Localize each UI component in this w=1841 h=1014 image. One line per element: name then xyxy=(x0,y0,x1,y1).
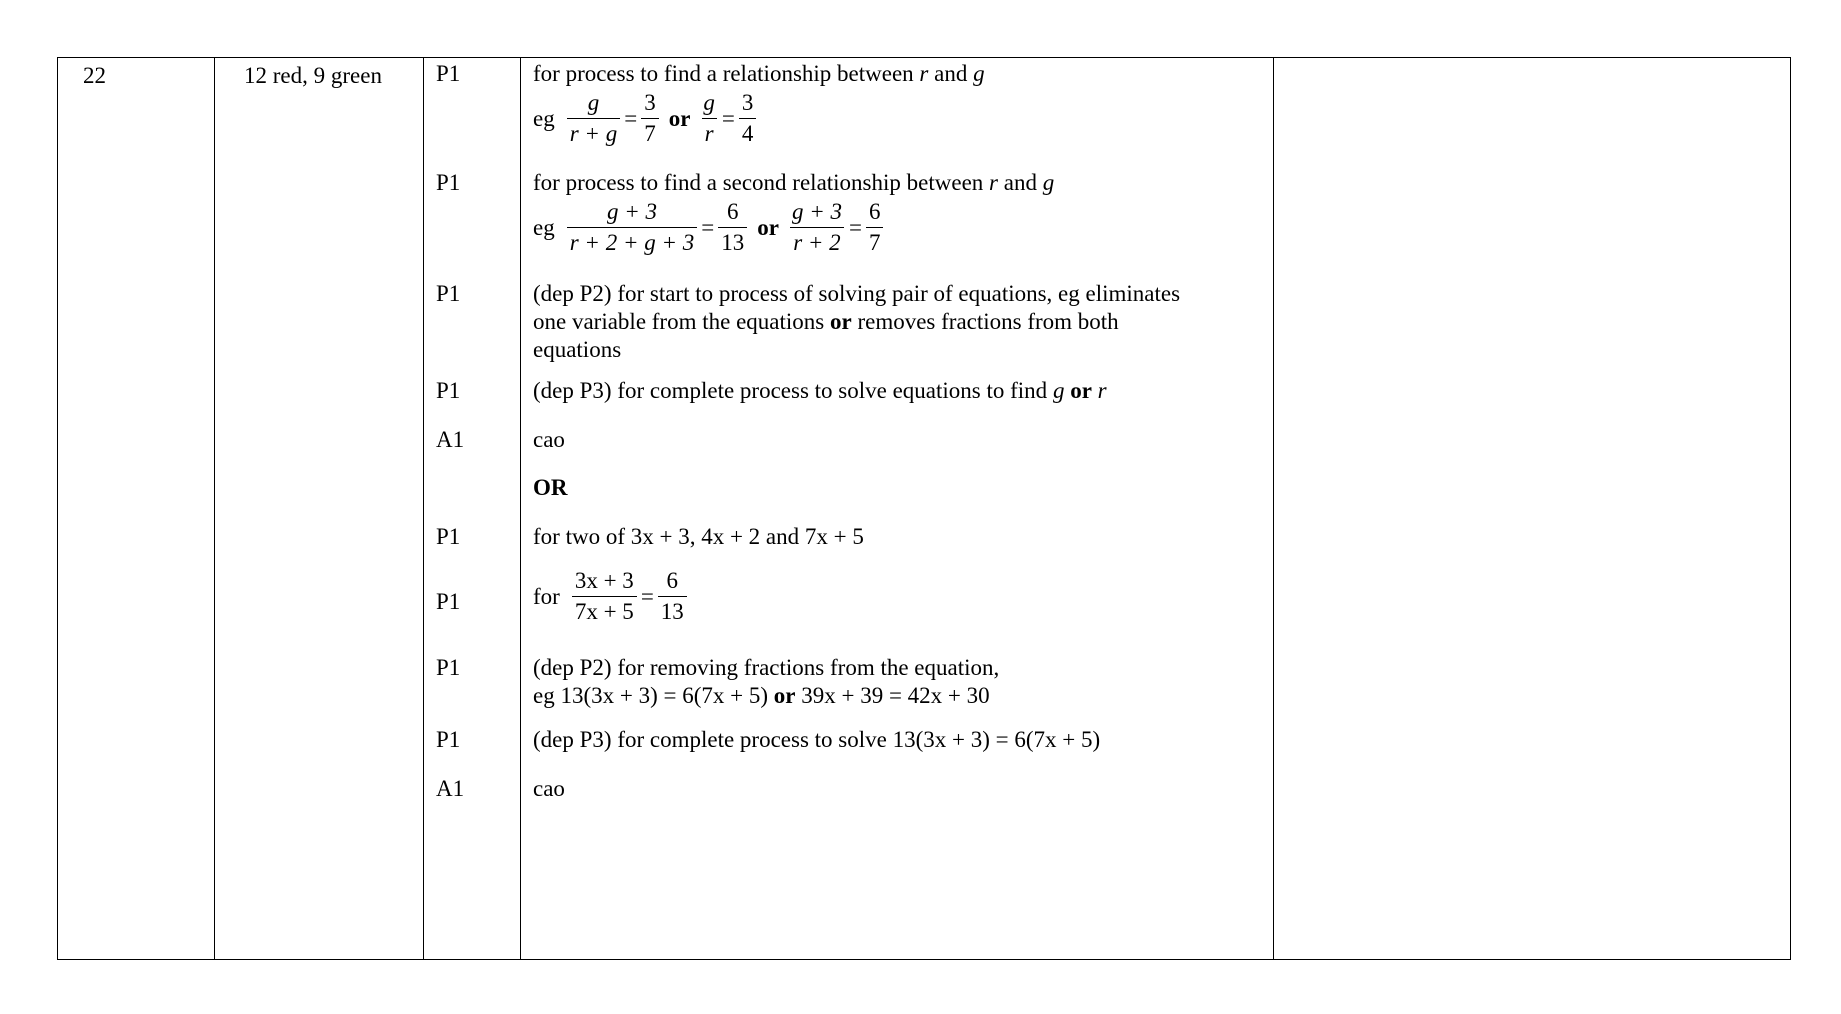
table-row xyxy=(58,58,1791,960)
mark-4: P1 xyxy=(436,378,461,403)
guidance-note-5: cao xyxy=(533,427,565,452)
guidance-note-7 xyxy=(533,566,1273,627)
mark-scheme-table xyxy=(57,57,1791,960)
guidance-cell xyxy=(521,58,1274,960)
guidance-note-2: for process to find a second relationship between r and g eg $\frac{g + 3}{r + 2 + g + 3}$ = $\frac{6}{13}$ or $\frac{g + 3}{r + 2}$ = $\frac{6}{7}$ xyxy=(533,169,1273,258)
guidance-note-8: (dep P2) for removing fractions from the equation, eg 13(3x + 3) = 6(7x + 5) or 39x + 39 = 42x + 30 xyxy=(533,655,1000,708)
alternative-method-heading: OR xyxy=(533,475,568,500)
answer-text: 12 red, 9 green xyxy=(244,63,382,88)
equation-1: eg $\frac{g}{r + g}$ = $\frac{3}{7}$ or $\frac{g}{r}$ = $\frac{3}{4}$ xyxy=(533,88,1273,149)
mark-10: A1 xyxy=(436,776,465,801)
equation-2: eg $\frac{g + 3}{r + 2 + g + 3}$ = $\frac{6}{13}$ or $\frac{g + 3}{r + 2}$ = $\frac{6}{7}$ xyxy=(533,197,1273,258)
mark-cell xyxy=(424,58,521,960)
additional-guidance-cell xyxy=(1274,58,1791,960)
mark-8: P1 xyxy=(436,655,461,680)
question-number: 22 xyxy=(83,63,106,88)
mark-5: A1 xyxy=(436,427,465,452)
guidance-note-3: (dep P2) for start to process of solving pair of equations, eg eliminates one variable from the equations or removes fractions from both equations xyxy=(533,281,1181,362)
guidance-note-1: for process to find a relationship between r and g eg $\frac{g}{r + g}$ = $\frac{3}{7}$ or $\frac{g}{r}$ = $\frac{3}{4}$ xyxy=(533,60,1273,149)
guidance-note-10: cao xyxy=(533,776,565,801)
answer-cell xyxy=(215,58,424,960)
mark-9: P1 xyxy=(436,727,461,752)
guidance-note-6: for two of 3x + 3, 4x + 2 and 7x + 5 xyxy=(533,524,864,549)
mark-1: P1 xyxy=(436,61,461,86)
guidance-note-9: (dep P3) for complete process to solve 13(3x + 3) = 6(7x + 5) xyxy=(533,727,1101,752)
equation-3: for $\frac{3x + 3}{7x + 5}$ = $\frac{6}{13}$ xyxy=(533,566,1273,627)
mark-3: P1 xyxy=(436,281,461,306)
mark-7: P1 xyxy=(436,589,461,614)
mark-6: P1 xyxy=(436,524,461,549)
mark-2: P1 xyxy=(436,170,461,195)
question-number-cell xyxy=(58,58,215,960)
guidance-note-4: (dep P3) for complete process to solve equations to find g or r xyxy=(533,378,1107,403)
